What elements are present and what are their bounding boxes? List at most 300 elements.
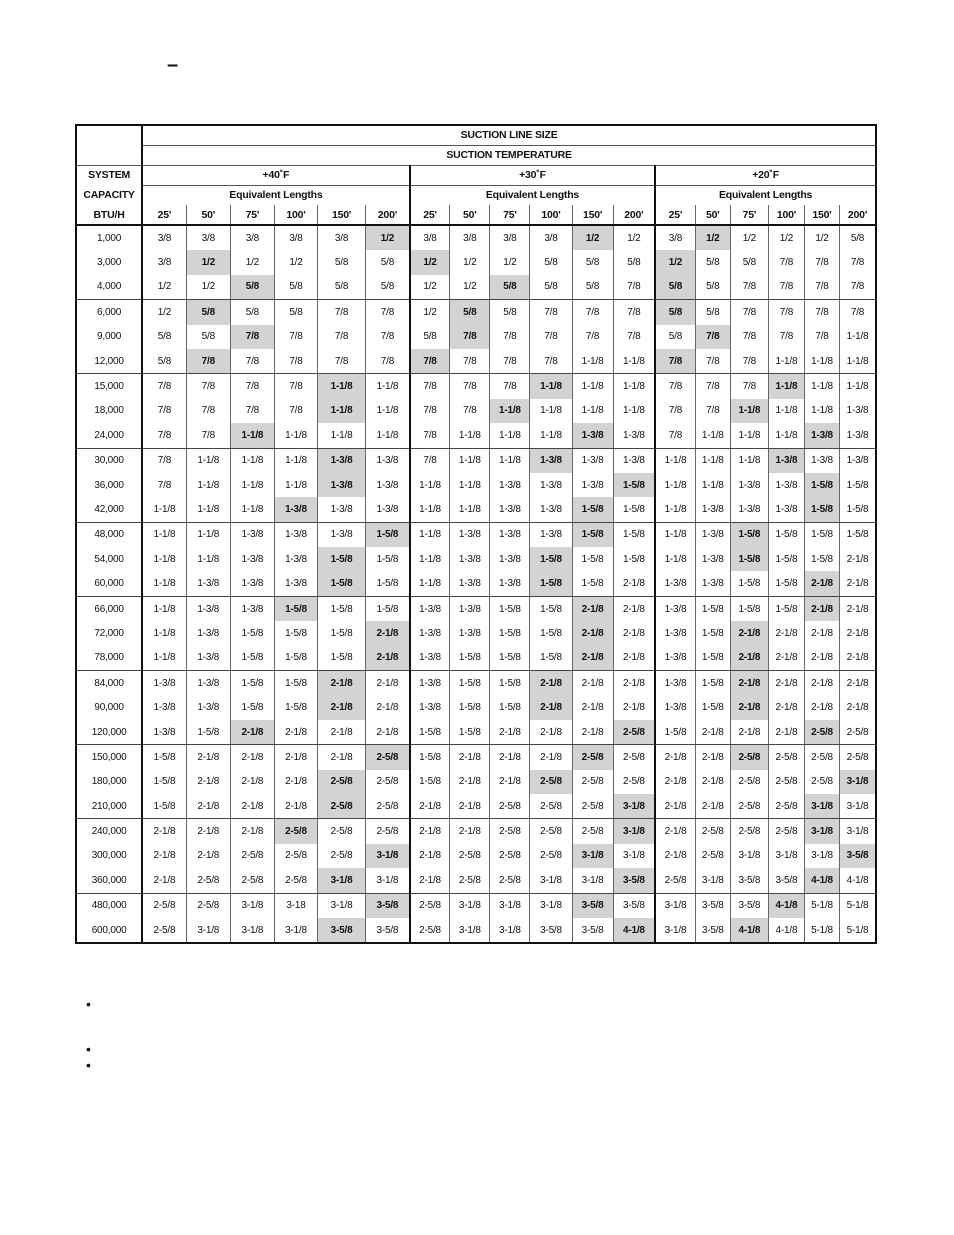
line-size-cell: 2-1/8 bbox=[840, 571, 876, 596]
line-size-cell-highlighted: 7/8 bbox=[410, 349, 450, 374]
line-size-cell: 2-5/8 bbox=[490, 868, 530, 893]
line-size-cell: 2-5/8 bbox=[846, 751, 869, 763]
line-size-cell-highlighted: 1-3/8 bbox=[318, 448, 366, 473]
line-size-cell: 7/8 bbox=[768, 325, 804, 349]
line-size-cell-highlighted: 4-1/8 bbox=[613, 918, 655, 943]
line-size-cell-highlighted: 4-1/8 bbox=[730, 918, 768, 943]
line-size-cell-highlighted: 2-1/8 bbox=[318, 695, 366, 719]
line-size-cell: 7/8 bbox=[366, 325, 410, 349]
line-size-cell: 1-3/8 bbox=[186, 695, 230, 719]
line-size-cell: 2-5/8 bbox=[186, 868, 230, 893]
line-size-cell: 7/8 bbox=[613, 325, 655, 349]
table-row bbox=[76, 374, 876, 399]
line-size-cell: 1-5/8 bbox=[695, 621, 730, 645]
line-size-cell-highlighted: 1-1/8 bbox=[318, 399, 366, 423]
line-size-cell: 7/8 bbox=[730, 300, 768, 325]
line-size-cell: 7/8 bbox=[530, 349, 572, 374]
line-size-cell: 2-1/8 bbox=[804, 695, 839, 719]
line-size-cell: 3-1/8 bbox=[840, 794, 876, 819]
line-size-cell: 1-3/8 bbox=[318, 497, 366, 522]
line-size-cell: 1/2 bbox=[613, 225, 655, 250]
line-size-cell: 1-5/8 bbox=[768, 522, 804, 547]
line-size-cell: 1-1/8 bbox=[768, 349, 804, 374]
line-size-cell: 7/8 bbox=[655, 374, 695, 399]
line-size-cell: 1-5/8 bbox=[846, 479, 869, 491]
line-size-cell: 1-1/8 bbox=[410, 497, 450, 522]
line-size-cell: 1-3/8 bbox=[695, 571, 730, 596]
table-row bbox=[76, 571, 876, 596]
line-size-cell: 7/8 bbox=[274, 325, 317, 349]
line-size-cell: 2-5/8 bbox=[695, 819, 730, 844]
line-size-cell: 2-5/8 bbox=[768, 794, 804, 819]
line-size-cell-highlighted: 1-5/8 bbox=[530, 571, 572, 596]
line-size-cell: 5/8 bbox=[366, 250, 410, 274]
line-size-cell-highlighted: 2-5/8 bbox=[318, 770, 366, 794]
line-size-cell: 1-1/8 bbox=[655, 497, 695, 522]
line-size-cell: 2-1/8 bbox=[366, 695, 410, 719]
line-size-cell: 1-1/8 bbox=[142, 522, 186, 547]
line-size-cell: 7/8 bbox=[230, 349, 274, 374]
line-size-cell: 7/8 bbox=[572, 300, 613, 325]
table-row bbox=[76, 250, 876, 274]
line-size-cell: 1-1/8 bbox=[186, 448, 230, 473]
length-header-200ft: 200' bbox=[840, 205, 876, 225]
line-size-cell: 5/8 bbox=[274, 300, 317, 325]
line-size-cell-highlighted: 1-5/8 bbox=[366, 522, 410, 547]
line-size-cell: 7/8 bbox=[655, 399, 695, 423]
table-row bbox=[76, 671, 876, 696]
suction-line-size-table bbox=[75, 124, 877, 944]
line-size-cell: 3-1/8 bbox=[490, 918, 530, 943]
line-size-cell: 1-1/8 bbox=[730, 448, 768, 473]
line-size-cell-highlighted: 1-5/8 bbox=[730, 547, 768, 571]
line-size-cell: 2-5/8 bbox=[410, 918, 450, 943]
length-header-200ft: 200' bbox=[366, 205, 410, 225]
line-size-cell: 2-1/8 bbox=[846, 627, 869, 639]
line-size-cell: 3-5/8 bbox=[530, 918, 572, 943]
table-row bbox=[76, 522, 876, 547]
line-size-cell: 1-5/8 bbox=[490, 671, 530, 696]
line-size-cell: 1-5/8 bbox=[768, 571, 804, 596]
capacity-cell: 4,000 bbox=[76, 275, 142, 300]
line-size-cell: 3/8 bbox=[230, 225, 274, 250]
line-size-cell: 1-3/8 bbox=[655, 596, 695, 621]
line-size-cell: 2-5/8 bbox=[695, 844, 730, 868]
line-size-cell: 1-1/8 bbox=[730, 423, 768, 448]
line-size-cell-highlighted: 1/2 bbox=[186, 250, 230, 274]
capacity-cell: 30,000 bbox=[76, 448, 142, 473]
capacity-cell: 210,000 bbox=[76, 794, 142, 819]
capacity-cell: 240,000 bbox=[76, 819, 142, 844]
length-header-25ft: 25' bbox=[142, 205, 186, 225]
line-size-cell: 1-1/8 bbox=[450, 473, 490, 497]
line-size-cell: 5-1/8 bbox=[804, 918, 839, 943]
line-size-cell: 1-1/8 bbox=[142, 571, 186, 596]
line-size-cell-highlighted: 1-3/8 bbox=[804, 423, 839, 448]
table-row bbox=[76, 300, 876, 325]
line-size-cell: 3/8 bbox=[318, 225, 366, 250]
line-size-cell-highlighted: 7/8 bbox=[186, 349, 230, 374]
line-size-cell: 1-3/8 bbox=[490, 547, 530, 571]
length-header-150ft: 150' bbox=[804, 205, 839, 225]
line-size-cell-highlighted: 3-5/8 bbox=[318, 918, 366, 943]
line-size-cell: 1-5/8 bbox=[730, 571, 768, 596]
line-size-cell: 1-1/8 bbox=[846, 381, 869, 393]
capacity-cell: 12,000 bbox=[76, 349, 142, 374]
line-size-cell: 1-5/8 bbox=[230, 671, 274, 696]
line-size-cell: 2-1/8 bbox=[846, 603, 869, 615]
line-size-cell: 7/8 bbox=[655, 423, 695, 448]
line-size-cell: 1-1/8 bbox=[695, 448, 730, 473]
capacity-cell: 60,000 bbox=[76, 571, 142, 596]
line-size-cell-highlighted: 2-1/8 bbox=[572, 621, 613, 645]
line-size-cell: 1-1/8 bbox=[366, 423, 410, 448]
line-size-cell: 2-1/8 bbox=[846, 553, 869, 565]
line-size-cell: 3-1/8 bbox=[730, 844, 768, 868]
line-size-cell: 2-5/8 bbox=[572, 794, 613, 819]
line-size-cell: 1-3/8 bbox=[186, 571, 230, 596]
line-size-cell-highlighted: 3-1/8 bbox=[318, 868, 366, 893]
line-size-cell: 2-1/8 bbox=[695, 794, 730, 819]
line-size-cell: 2-1/8 bbox=[655, 770, 695, 794]
line-size-cell-highlighted: 2-1/8 bbox=[530, 671, 572, 696]
line-size-cell: 2-1/8 bbox=[695, 770, 730, 794]
table-row bbox=[76, 646, 876, 671]
line-size-cell: 2-1/8 bbox=[655, 819, 695, 844]
line-size-cell: 1-3/8 bbox=[410, 596, 450, 621]
line-size-cell-highlighted: 2-1/8 bbox=[730, 646, 768, 671]
line-size-cell: 2-1/8 bbox=[490, 745, 530, 770]
line-size-cell: 1-1/8 bbox=[655, 522, 695, 547]
capacity-cell: 15,000 bbox=[76, 374, 142, 399]
line-size-cell: 2-1/8 bbox=[274, 770, 317, 794]
line-size-cell: 1-3/8 bbox=[410, 646, 450, 671]
line-size-cell: 1-3/8 bbox=[846, 405, 869, 417]
line-size-cell: 1-1/8 bbox=[768, 399, 804, 423]
line-size-cell: 2-5/8 bbox=[730, 770, 768, 794]
line-size-cell-highlighted: 5/8 bbox=[655, 275, 695, 300]
line-size-cell: 1-3/8 bbox=[695, 522, 730, 547]
line-size-cell-highlighted: 3-5/8 bbox=[840, 844, 876, 868]
line-size-cell: 3-1/8 bbox=[490, 893, 530, 918]
line-size-cell: 7/8 bbox=[695, 399, 730, 423]
line-size-cell: 3/8 bbox=[410, 225, 450, 250]
line-size-cell: 1-3/8 bbox=[572, 473, 613, 497]
line-size-cell: 5/8 bbox=[850, 232, 865, 244]
line-size-cell: 1-3/8 bbox=[490, 522, 530, 547]
line-size-cell: 7/8 bbox=[490, 374, 530, 399]
line-size-cell: 1-5/8 bbox=[318, 596, 366, 621]
capacity-cell: 480,000 bbox=[76, 893, 142, 918]
line-size-cell-highlighted: 2-5/8 bbox=[572, 745, 613, 770]
line-size-cell: 2-1/8 bbox=[768, 646, 804, 671]
line-size-cell: 2-1/8 bbox=[572, 720, 613, 745]
line-size-cell: 1-1/8 bbox=[695, 423, 730, 448]
capacity-cell: 360,000 bbox=[76, 868, 142, 893]
line-size-cell: 1-5/8 bbox=[230, 695, 274, 719]
line-size-cell: 1/2 bbox=[142, 300, 186, 325]
length-header-100ft: 100' bbox=[274, 205, 317, 225]
line-size-cell: 7/8 bbox=[572, 325, 613, 349]
line-size-cell: 1-3/8 bbox=[613, 423, 655, 448]
capacity-cell: 180,000 bbox=[76, 770, 142, 794]
line-size-cell: 1/2 bbox=[768, 225, 804, 250]
line-size-cell-highlighted: 7/8 bbox=[695, 325, 730, 349]
table-row bbox=[76, 918, 876, 943]
line-size-cell: 5/8 bbox=[730, 250, 768, 274]
table-row bbox=[76, 399, 876, 423]
line-size-cell: 3-1/8 bbox=[768, 844, 804, 868]
line-size-cell-highlighted: 1/2 bbox=[655, 250, 695, 274]
line-size-cell: 2-1/8 bbox=[804, 671, 839, 696]
line-size-cell: 2-1/8 bbox=[655, 794, 695, 819]
line-size-cell: 1-1/8 bbox=[142, 497, 186, 522]
line-size-cell: 2-1/8 bbox=[613, 596, 655, 621]
row-header-system: SYSTEM bbox=[76, 165, 142, 185]
capacity-cell: 9,000 bbox=[76, 325, 142, 349]
line-size-cell: 3-5/8 bbox=[613, 893, 655, 918]
line-size-cell: 5/8 bbox=[572, 250, 613, 274]
line-size-cell-highlighted: 7/8 bbox=[230, 325, 274, 349]
line-size-cell-highlighted: 2-1/8 bbox=[730, 621, 768, 645]
line-size-cell: 1/2 bbox=[142, 275, 186, 300]
capacity-cell: 300,000 bbox=[76, 844, 142, 868]
line-size-cell-highlighted: 3-1/8 bbox=[366, 844, 410, 868]
line-size-cell: 1-3/8 bbox=[186, 621, 230, 645]
line-size-cell: 1-3/8 bbox=[655, 571, 695, 596]
line-size-cell: 3-5/8 bbox=[695, 918, 730, 943]
line-size-cell: 5/8 bbox=[530, 250, 572, 274]
length-header-75ft: 75' bbox=[230, 205, 274, 225]
line-size-cell: 1/2 bbox=[186, 275, 230, 300]
line-size-cell: 2-1/8 bbox=[142, 819, 186, 844]
line-size-cell: 1/2 bbox=[490, 250, 530, 274]
line-size-cell-highlighted: 2-1/8 bbox=[366, 646, 410, 671]
line-size-cell: 1-5/8 bbox=[230, 621, 274, 645]
line-size-cell: 2-1/8 bbox=[768, 621, 804, 645]
line-size-cell-highlighted: 1-1/8 bbox=[768, 374, 804, 399]
line-size-cell: 7/8 bbox=[695, 374, 730, 399]
line-size-cell: 2-5/8 bbox=[142, 893, 186, 918]
length-header-25ft: 25' bbox=[655, 205, 695, 225]
line-size-cell: 2-5/8 bbox=[318, 844, 366, 868]
line-size-cell: 2-5/8 bbox=[840, 720, 876, 745]
line-size-cell: 5/8 bbox=[142, 325, 186, 349]
line-size-cell: 7/8 bbox=[366, 300, 410, 325]
line-size-cell: 7/8 bbox=[804, 275, 839, 300]
line-size-cell: 1-1/8 bbox=[186, 547, 230, 571]
line-size-cell: 3-1/8 bbox=[318, 893, 366, 918]
line-size-cell: 1-3/8 bbox=[840, 423, 876, 448]
line-size-cell: 1-5/8 bbox=[613, 522, 655, 547]
line-size-cell-highlighted: 5/8 bbox=[450, 300, 490, 325]
line-size-cell: 1-5/8 bbox=[695, 596, 730, 621]
line-size-cell-highlighted: 3-1/8 bbox=[613, 819, 655, 844]
line-size-cell: 3-1/8 bbox=[230, 918, 274, 943]
line-size-cell: 1-5/8 bbox=[768, 596, 804, 621]
line-size-cell: 1-3/8 bbox=[655, 671, 695, 696]
line-size-cell: 1-5/8 bbox=[804, 522, 839, 547]
table-row bbox=[76, 275, 876, 300]
line-size-cell: 1-3/8 bbox=[186, 596, 230, 621]
temp-header-20f: +20˚F bbox=[655, 165, 876, 185]
line-size-cell: 1-5/8 bbox=[142, 770, 186, 794]
line-size-cell: 2-1/8 bbox=[572, 671, 613, 696]
line-size-cell: 2-1/8 bbox=[230, 745, 274, 770]
line-size-cell: 1/2 bbox=[410, 275, 450, 300]
line-size-cell: 2-5/8 bbox=[804, 745, 839, 770]
line-size-cell: 3-1/8 bbox=[230, 893, 274, 918]
line-size-cell-highlighted: 2-5/8 bbox=[613, 720, 655, 745]
capacity-cell: 66,000 bbox=[76, 596, 142, 621]
line-size-cell-highlighted: 3-1/8 bbox=[613, 794, 655, 819]
line-size-cell: 2-5/8 bbox=[366, 794, 410, 819]
line-size-cell-highlighted: 4-1/8 bbox=[768, 893, 804, 918]
line-size-cell: 2-1/8 bbox=[186, 844, 230, 868]
equivalent-lengths-20f: Equivalent Lengths bbox=[718, 189, 813, 202]
line-size-cell: 1-1/8 bbox=[450, 423, 490, 448]
line-size-cell: 1-3/8 bbox=[655, 695, 695, 719]
line-size-cell: 2-5/8 bbox=[730, 794, 768, 819]
line-size-cell: 1-5/8 bbox=[572, 547, 613, 571]
line-size-cell: 1-3/8 bbox=[695, 547, 730, 571]
line-size-cell: 2-5/8 bbox=[613, 745, 655, 770]
line-size-cell-highlighted: 1-5/8 bbox=[730, 522, 768, 547]
line-size-cell: 1-3/8 bbox=[450, 522, 490, 547]
line-size-cell: 1-5/8 bbox=[366, 571, 410, 596]
line-size-cell: 7/8 bbox=[768, 300, 804, 325]
line-size-cell-highlighted: 5/8 bbox=[655, 300, 695, 325]
line-size-cell: 1-1/8 bbox=[530, 423, 572, 448]
line-size-cell-highlighted: 2-1/8 bbox=[530, 695, 572, 719]
line-size-cell: 1-5/8 bbox=[572, 571, 613, 596]
line-size-cell: 1-3/8 bbox=[142, 695, 186, 719]
line-size-cell: 5/8 bbox=[274, 275, 317, 300]
line-size-cell: 1-3/8 bbox=[142, 671, 186, 696]
line-size-cell: 7/8 bbox=[450, 349, 490, 374]
line-size-cell: 1-5/8 bbox=[274, 695, 317, 719]
line-size-cell: 7/8 bbox=[230, 399, 274, 423]
line-size-cell: 2-5/8 bbox=[613, 770, 655, 794]
line-size-cell: 2-1/8 bbox=[695, 745, 730, 770]
line-size-cell: 2-1/8 bbox=[613, 646, 655, 671]
line-size-cell: 1-5/8 bbox=[490, 596, 530, 621]
line-size-cell: 2-1/8 bbox=[186, 770, 230, 794]
line-size-cell: 1-3/8 bbox=[318, 522, 366, 547]
line-size-cell: 5/8 bbox=[695, 300, 730, 325]
length-header-200ft: 200' bbox=[613, 205, 655, 225]
line-size-cell: 1-5/8 bbox=[142, 745, 186, 770]
line-size-cell: 2-5/8 bbox=[572, 770, 613, 794]
line-size-cell: 2-1/8 bbox=[274, 794, 317, 819]
line-size-cell-highlighted: 1-3/8 bbox=[572, 423, 613, 448]
line-size-cell: 5/8 bbox=[530, 275, 572, 300]
line-size-cell-highlighted: 3-5/8 bbox=[572, 893, 613, 918]
line-size-cell: 2-5/8 bbox=[490, 844, 530, 868]
line-size-cell: 2-1/8 bbox=[230, 819, 274, 844]
capacity-cell: 48,000 bbox=[76, 522, 142, 547]
capacity-cell: 24,000 bbox=[76, 423, 142, 448]
line-size-cell: 2-5/8 bbox=[366, 819, 410, 844]
line-size-cell: 5/8 bbox=[695, 275, 730, 300]
line-size-cell: 1-1/8 bbox=[846, 331, 869, 343]
bullet-point: • bbox=[86, 1041, 91, 1057]
capacity-cell: 36,000 bbox=[76, 473, 142, 497]
line-size-cell: 7/8 bbox=[490, 325, 530, 349]
line-size-cell-highlighted: 5/8 bbox=[490, 275, 530, 300]
line-size-cell-highlighted: 1-5/8 bbox=[572, 522, 613, 547]
line-size-cell: 5/8 bbox=[410, 325, 450, 349]
line-size-cell: 1-3/8 bbox=[490, 497, 530, 522]
line-size-cell: 2-1/8 bbox=[366, 720, 410, 745]
line-size-cell: 7/8 bbox=[142, 473, 186, 497]
line-size-cell: 1-1/8 bbox=[655, 547, 695, 571]
line-size-cell: 2-1/8 bbox=[450, 745, 490, 770]
line-size-cell: 7/8 bbox=[186, 423, 230, 448]
line-size-cell: 2-1/8 bbox=[730, 720, 768, 745]
line-size-cell: 7/8 bbox=[768, 250, 804, 274]
line-size-cell: 2-5/8 bbox=[768, 745, 804, 770]
line-size-cell: 7/8 bbox=[804, 325, 839, 349]
equivalent-lengths-30f: Equivalent Lengths bbox=[410, 185, 655, 205]
line-size-cell: 1-3/8 bbox=[572, 448, 613, 473]
line-size-cell: 2-1/8 bbox=[274, 720, 317, 745]
line-size-cell: 7/8 bbox=[530, 325, 572, 349]
line-size-cell: 1-1/8 bbox=[613, 374, 655, 399]
line-size-cell-highlighted: 3-5/8 bbox=[613, 868, 655, 893]
line-size-cell: 7/8 bbox=[318, 325, 366, 349]
line-size-cell: 3/8 bbox=[142, 250, 186, 274]
line-size-cell: 2-1/8 bbox=[846, 702, 869, 714]
line-size-cell-highlighted: 2-1/8 bbox=[230, 720, 274, 745]
table-row bbox=[76, 423, 876, 448]
line-size-cell: 5/8 bbox=[572, 275, 613, 300]
line-size-cell: 2-5/8 bbox=[730, 819, 768, 844]
line-size-cell: 2-5/8 bbox=[450, 844, 490, 868]
line-size-cell: 5/8 bbox=[230, 300, 274, 325]
line-size-cell: 2-1/8 bbox=[410, 794, 450, 819]
line-size-cell: 1-1/8 bbox=[613, 399, 655, 423]
line-size-cell: 1-5/8 bbox=[530, 596, 572, 621]
line-size-cell: 7/8 bbox=[230, 374, 274, 399]
line-size-cell-highlighted: 2-1/8 bbox=[730, 695, 768, 719]
line-size-cell: 7/8 bbox=[274, 399, 317, 423]
line-size-cell: 3-18 bbox=[274, 893, 317, 918]
line-size-cell: 1-1/8 bbox=[804, 374, 839, 399]
line-size-cell: 3-1/8 bbox=[655, 893, 695, 918]
line-size-cell: 1-5/8 bbox=[186, 720, 230, 745]
line-size-cell: 1-1/8 bbox=[186, 522, 230, 547]
row-header-btuh: BTU/H bbox=[76, 205, 142, 225]
line-size-cell: 1-1/8 bbox=[655, 448, 695, 473]
line-size-cell: 1-5/8 bbox=[804, 547, 839, 571]
line-size-cell: 1/2 bbox=[230, 250, 274, 274]
line-size-cell: 2-1/8 bbox=[230, 794, 274, 819]
line-size-cell: 1-3/8 bbox=[274, 547, 317, 571]
row-header-capacity: CAPACITY bbox=[76, 185, 142, 205]
line-size-cell: 7/8 bbox=[142, 448, 186, 473]
line-size-cell-highlighted: 2-5/8 bbox=[274, 819, 317, 844]
line-size-cell-highlighted: 2-5/8 bbox=[366, 745, 410, 770]
line-size-cell: 5/8 bbox=[186, 325, 230, 349]
line-size-cell: 7/8 bbox=[850, 306, 865, 318]
line-size-cell-highlighted: 2-1/8 bbox=[804, 596, 839, 621]
line-size-cell: 2-1/8 bbox=[410, 844, 450, 868]
line-size-cell: 1-5/8 bbox=[410, 770, 450, 794]
header-dash: – bbox=[167, 54, 179, 76]
line-size-cell: 2-1/8 bbox=[655, 844, 695, 868]
line-size-cell: 2-1/8 bbox=[840, 646, 876, 671]
